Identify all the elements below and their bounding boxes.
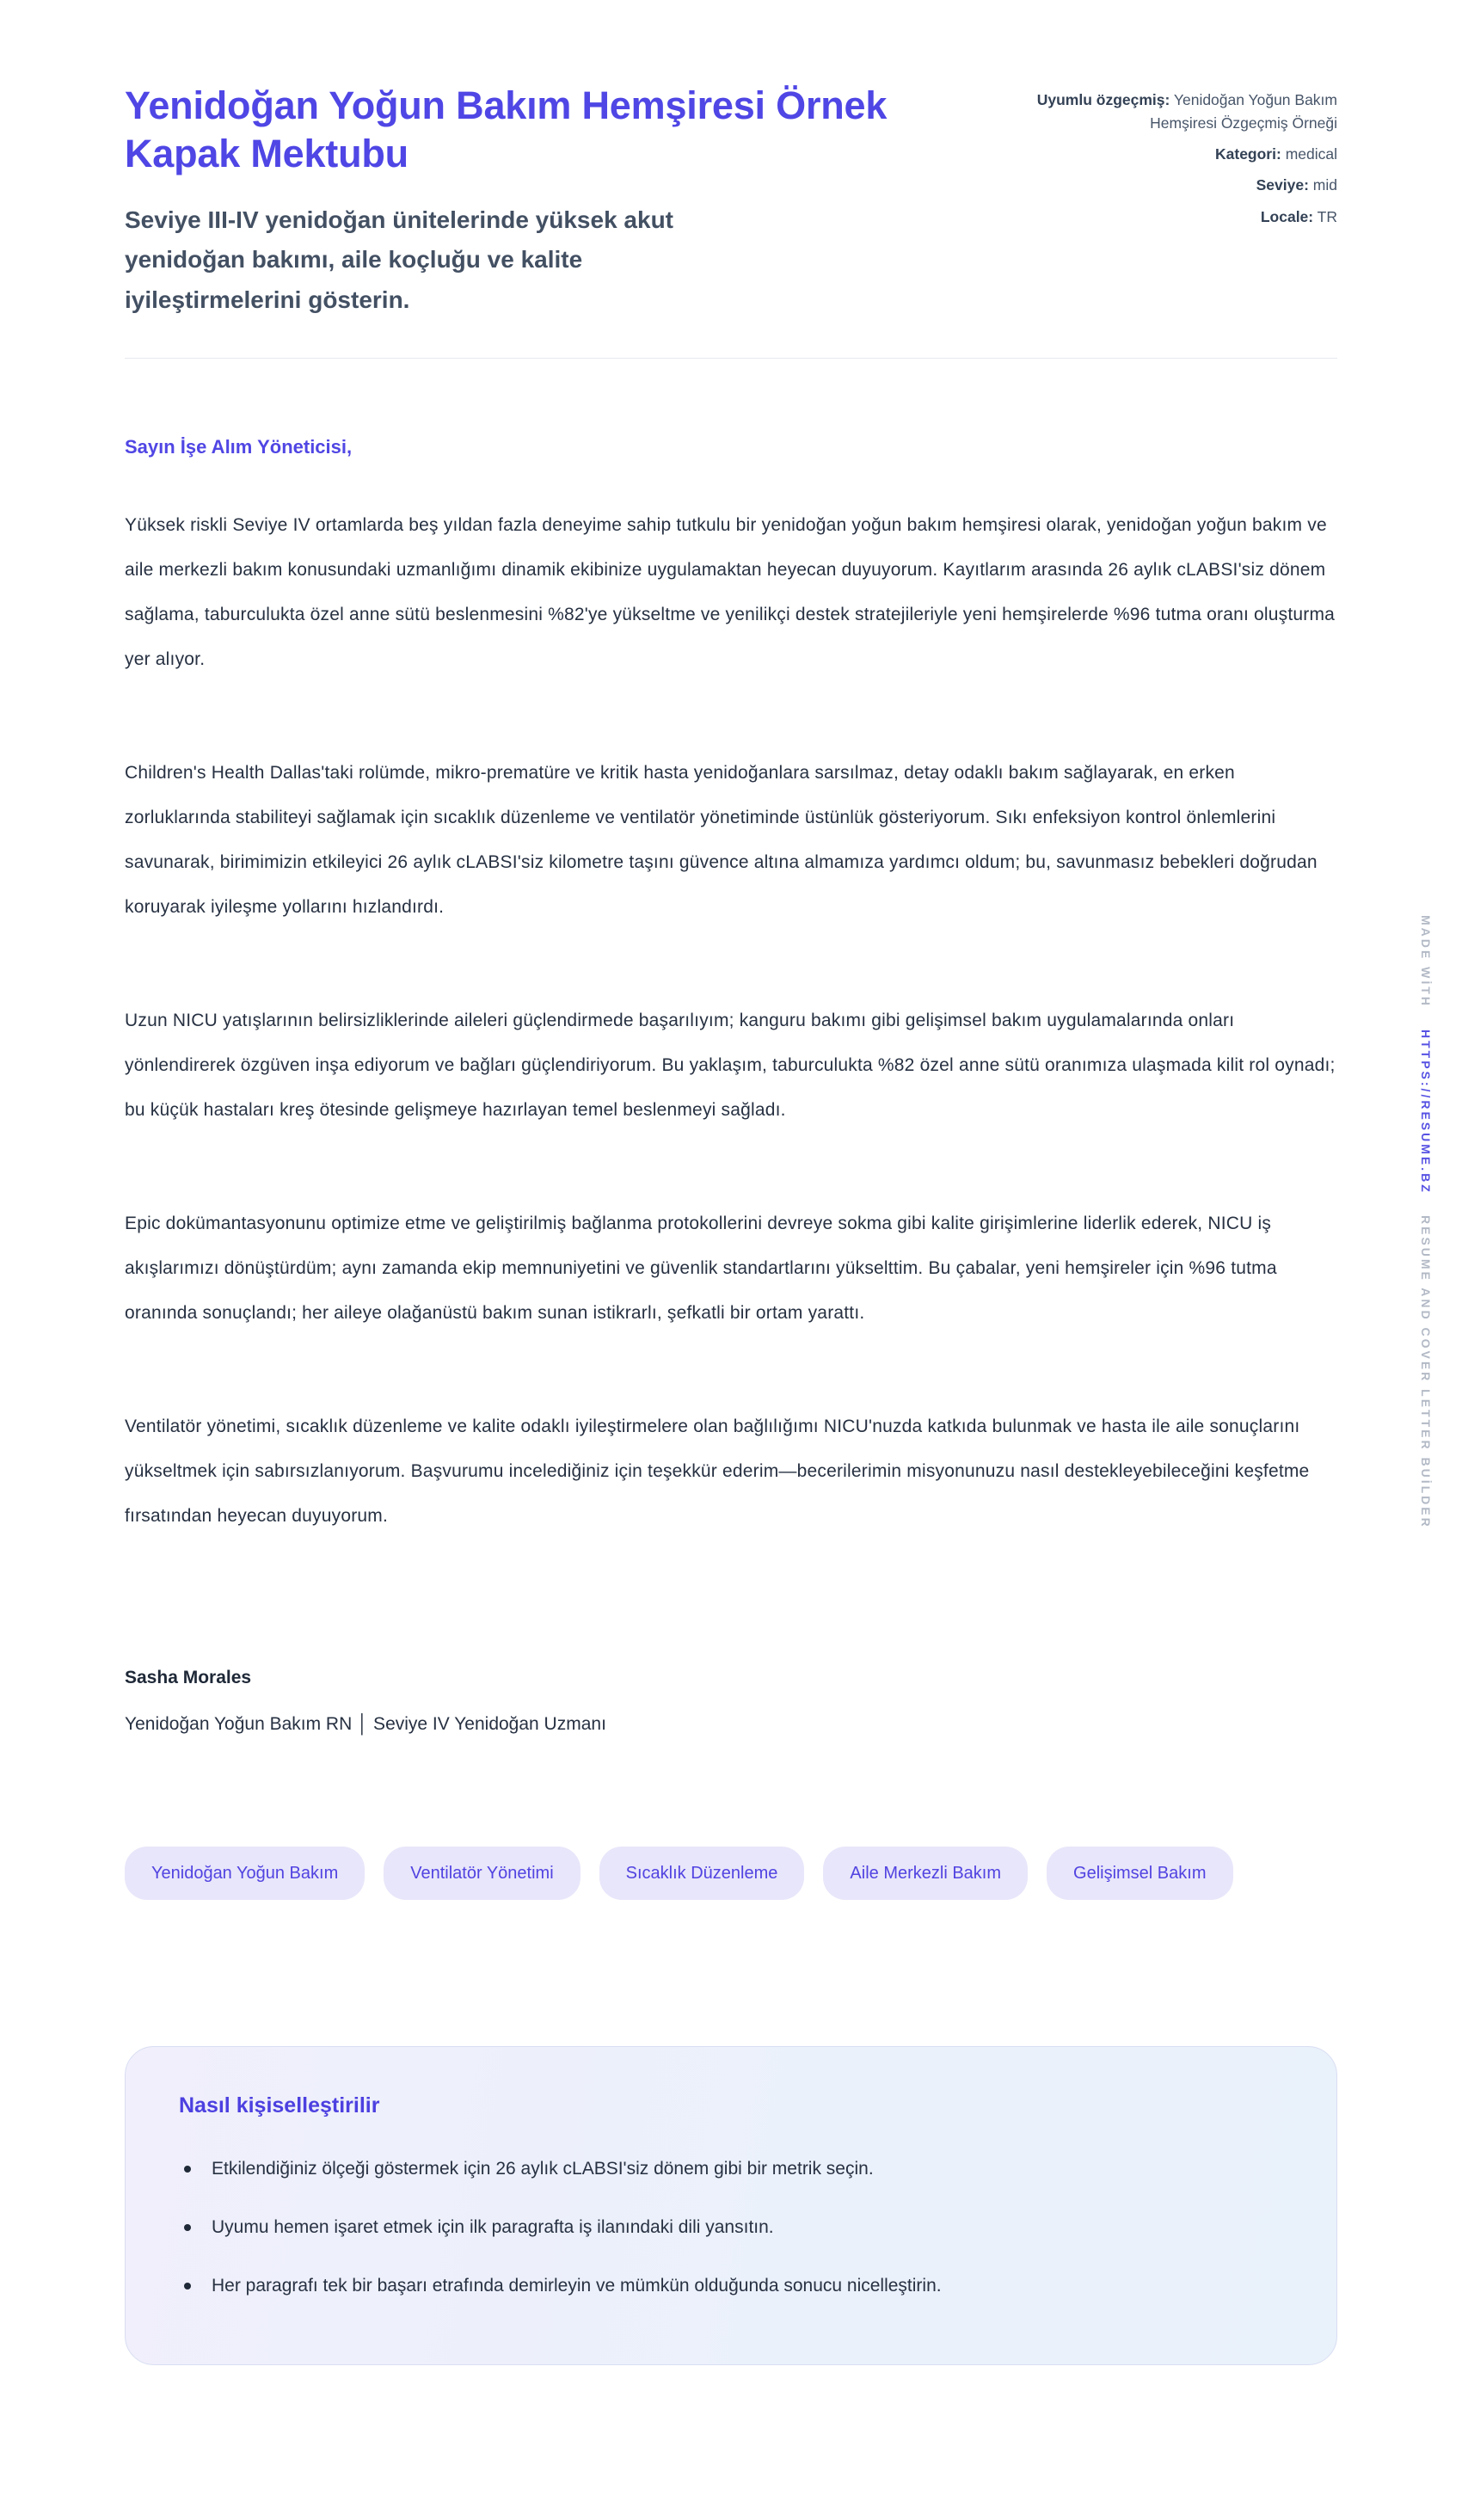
meta-label: Locale:	[1260, 207, 1314, 225]
letter-paragraph: Epic dokümantasyonunu optimize etme ve geliştirilmiş bağlanma protokollerini devreye sokma gibi kalite girişimlerine liderlik ederek, NICU iş akışlarımızı dönüştürdüm; aynı zamanda ekip memnuniyetini ve güvenlik standartlarını yükselttim. Bu çabalar, yeni hemşireler için %96 tutma oranında sonuçlandı; her aileye olağanüstü bakım sunan istikrarlı, şefkatli bir ortam yarattı.	[125, 1214, 1277, 1323]
tips-item-text: Etkilendiğiniz ölçeği göstermek için 26 aylık cLABSI'siz dönem gibi bir metrik seçin.	[212, 2159, 874, 2179]
tips-item	[179, 2154, 1228, 2184]
skill-tag: Sıcaklık Düzenleme	[599, 1847, 805, 1900]
page-title: Yenidoğan Yoğun Bakım Hemşiresi Örnek Kapak Mektubu	[125, 83, 888, 175]
skill-tags-row	[125, 1847, 1243, 1900]
tips-item-text: Her paragrafı tek bir başarı etrafında demirleyin ve mümkün olduğunda sonucu nicelleştirin.	[212, 2276, 942, 2296]
skill-tag: Aile Merkezli Bakım	[823, 1847, 1028, 1900]
bullet-icon	[184, 2166, 191, 2173]
tips-item	[179, 2271, 1228, 2301]
letter-paragraph: Uzun NICU yatışlarının belirsizliklerinde aileleri güçlendirmede başarılıyım; kanguru bakımı gibi gelişimsel bakım uygulamalarında onları yönlendirerek özgüven inşa ediyorum ve bağları güçlendiriyorum. Bu yaklaşım, taburculukta %82 özel anne sütü oranımıza ulaşmada kilit rol oynadı; bu küçük hastaları kreş ötesinde gelişmeye hazırlayan temel beslenmeyi sağladı.	[125, 1011, 1336, 1120]
header-section	[125, 0, 1337, 320]
meta-label: Uyumlu özgeçmiş:	[1036, 91, 1170, 108]
meta-value: medical	[1285, 145, 1337, 163]
bullet-icon	[184, 2283, 191, 2290]
title-block	[125, 82, 899, 320]
skill-tag: Gelişimsel Bakım	[1047, 1847, 1232, 1900]
bullet-icon	[184, 2224, 191, 2231]
letter-greeting: Sayın İşe Alım Yöneticisi,	[125, 436, 353, 458]
meta-label: Kategori:	[1215, 145, 1281, 163]
meta-row-matching-resume	[1015, 89, 1337, 135]
tips-list	[179, 2154, 1283, 2301]
skill-tag: Ventilatör Yönetimi	[384, 1847, 580, 1900]
letter-paragraph: Ventilatör yönetimi, sıcaklık düzenleme ve kalite odaklı iyileştirmelere olan bağlılığımı NICU'nuzda katkıda bulunmak ve hasta ile aile sonuçlarını yükseltmek için sabırsızlanıyorum. Başvurumu incelediğiniz için teşekkür ederim—becerilerimin misyonunuzu nasıl destekleyebileceğini keşfetme fırsatından heyecan duyuyorum.	[125, 1417, 1310, 1526]
page-subtitle: Seviye III-IV yenidoğan ünitelerinde yüksek akut yenidoğan bakımı, aile koçluğu ve kalite iyileştirmelerini gösterin.	[125, 206, 673, 313]
meta-row-level	[1015, 174, 1337, 197]
tips-title: Nasıl kişiselleştirilir	[179, 2093, 380, 2117]
tips-item-text: Uyumu hemen işaret etmek için ilk paragrafta iş ilanındaki dili yansıtın.	[212, 2217, 774, 2237]
watermark-prefix: MADE WİTH	[1419, 915, 1433, 1008]
meta-row-category	[1015, 143, 1337, 166]
personalization-tips-card	[125, 2046, 1337, 2365]
meta-value: mid	[1312, 176, 1337, 194]
letter-paragraph: Yüksek riskli Seviye IV ortamlarda beş yıldan fazla deneyime sahip tutkulu bir yenidoğan yoğun bakım hemşiresi olarak, yenidoğan yoğun bakım ve aile merkezli bakım konusundaki uzmanlığımı dinamik ekibinize uygulamaktan heyecan duyuyorum. Kayıtlarım arasında 26 aylık cLABSI'siz dönem sağlama, taburculukta özel anne sütü beslenmesini %82'ye yükseltme ve yenilikçi destek stratejileriyle yeni hemşirelerde %96 tutma oranı oluşturma yer alıyor.	[125, 515, 1336, 669]
letter-paragraph: Children's Health Dallas'taki rolümde, mikro-prematüre ve kritik hasta yenidoğanlara sarsılmaz, detay odaklı bakım sağlayarak, en erken zorluklarında stabiliteyi sağlamak için sıcaklık düzenleme ve ventilatör yönetiminde üstünlük gösteriyorum. Sıkı enfeksiyon kontrol önlemlerini savunarak, birimimizin etkileyici 26 aylık cLABSI'siz kilometre taşını güvence altına almamıza yardımcı oldum; bu, savunmasız bebekleri doğrudan koruyarak iyileşme yollarını hızlandırdı.	[125, 763, 1318, 917]
meta-value: Yenidoğan Yoğun Bakım Hemşiresi Özgeçmiş Örneği	[1150, 91, 1337, 132]
letter-body	[125, 436, 1337, 1735]
skill-tag: Yenidoğan Yoğun Bakım	[125, 1847, 365, 1900]
header-divider	[125, 358, 1337, 359]
meta-label: Seviye:	[1256, 176, 1309, 194]
resume-bz-link[interactable]: HTTPS://RESUME.BZ	[1419, 1029, 1433, 1195]
tips-item	[179, 2213, 1228, 2242]
meta-value: TR	[1317, 207, 1337, 225]
signature-name: Sasha Morales	[125, 1668, 252, 1687]
meta-panel	[1015, 82, 1337, 237]
made-with-watermark	[1419, 907, 1433, 1537]
meta-row-locale	[1015, 206, 1337, 229]
watermark-suffix: RESUME AND COVER LETTER BUİLDER	[1419, 1215, 1433, 1530]
signature-role: Yenidoğan Yoğun Bakım RN │ Seviye IV Yenidoğan Uzmanı	[125, 1714, 606, 1734]
